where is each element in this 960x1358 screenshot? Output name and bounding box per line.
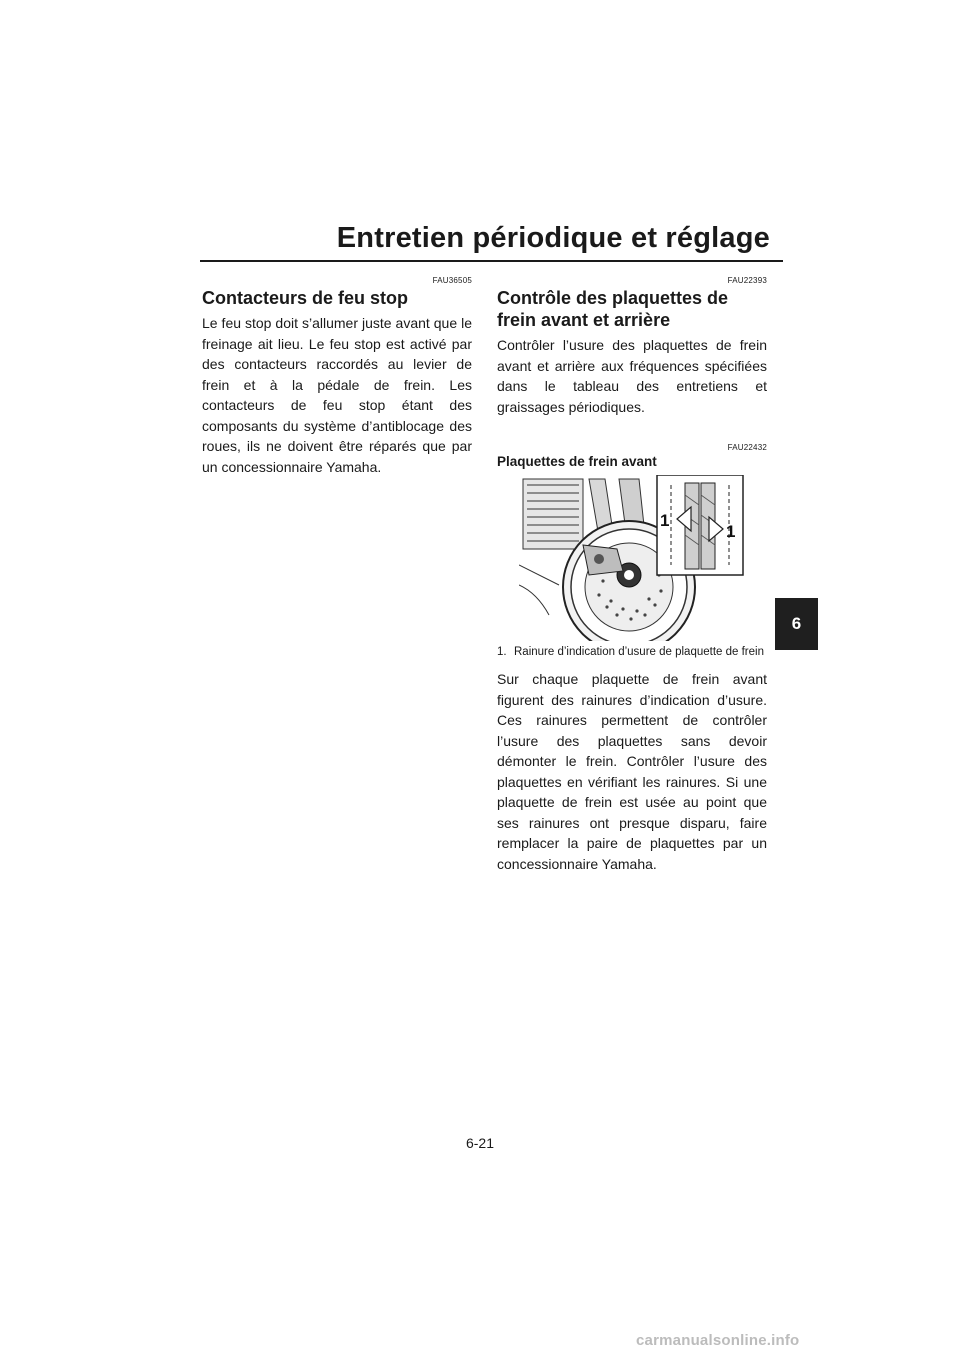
page-number: 6-21 bbox=[465, 1135, 495, 1151]
section-body-brake-light-switches: Le feu stop doit s’allumer juste avant que le freinage ait lieu. Le feu stop est activé par des contacteurs raccordés au levier de frein et à la pédale de frein. Les contacteurs de feu stop étant des composants du système d’antiblocage des roues, ils ne doivent être réparés que par un concessionnaire Yamaha. bbox=[202, 315, 472, 475]
callout-label-right: 1 bbox=[726, 522, 736, 541]
section-ref-code: FAU22393 bbox=[727, 276, 767, 285]
front-brake-illustration bbox=[519, 475, 749, 641]
section-title-brake-light-switches: Contacteurs de feu stop bbox=[202, 288, 409, 308]
callout-label-left: 1 bbox=[660, 511, 670, 530]
subheading-front-brake-pads: Plaquettes de frein avant bbox=[497, 454, 657, 469]
figure-caption bbox=[497, 645, 774, 659]
chapter-tab: 6 bbox=[775, 598, 818, 650]
header-rule bbox=[200, 260, 783, 262]
left-column bbox=[202, 276, 472, 477]
watermark: carmanualsonline.info bbox=[636, 1332, 800, 1349]
caption-text: Rainure d’indication d’usure de plaquette de frein bbox=[514, 646, 764, 658]
section-intro-brake-pads: Contrôler l’usure des plaquettes de frein avant et arrière aux fréquences spécifiées dans le tableau des entretiens et graissages périodiques. bbox=[497, 337, 767, 415]
section-ref-code: FAU36505 bbox=[432, 276, 472, 285]
section-body-front-brake-pads: Sur chaque plaquette de frein avant figurent des rainures d’indication d’usure. Ces rainures permettent de contrôler l’usure des plaquettes sans devoir démonter le frein. Contrôler l’usure des plaquettes en vérifiant les rainures. Si une plaquette de frein est usée au point que ses rainures ont presque disparu, faire remplacer la paire de plaquettes par un concessionnaire Yamaha. bbox=[497, 671, 767, 872]
brake-disc-drawing bbox=[519, 475, 749, 641]
section-title-brake-pads: Contrôle des plaquettes de frein avant et arrière bbox=[497, 288, 729, 330]
page-title: Entretien périodique et réglage bbox=[336, 222, 770, 254]
caption-number: 1. bbox=[497, 646, 507, 658]
subsection-ref-code: FAU22432 bbox=[727, 443, 767, 452]
right-column bbox=[497, 276, 767, 874]
